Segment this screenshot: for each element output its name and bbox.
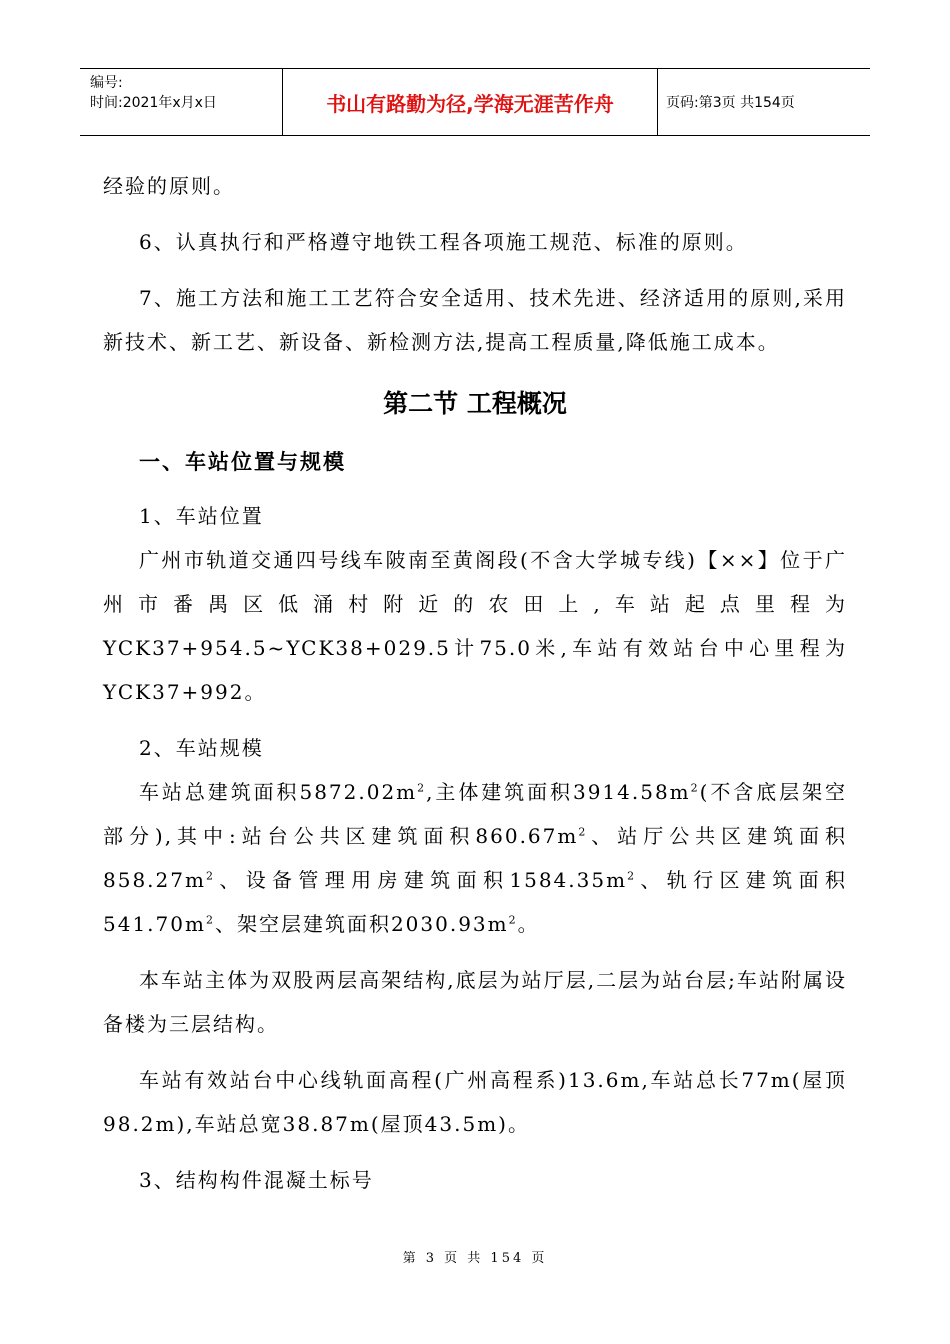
item-3-heading: 3、结构构件混凝土标号 <box>139 1168 374 1192</box>
subsection-title: 一、车站位置与规模 <box>139 450 346 474</box>
number-label: 编号: <box>90 75 123 91</box>
structure-paragraph: 本车站主体为双股两层高架结构,底层为站厅层,二层为站台层;车站附属设备楼为三层结构。 <box>103 968 847 1036</box>
principle-6: 6、认真执行和严格遵守地铁工程各项施工规范、标准的原则。 <box>139 230 748 254</box>
elevation-paragraph: 车站有效站台中心线轨面高程(广州高程系)13.6m,车站总长77m(屋顶98.2m),车站总宽38.87m(屋顶43.5m)。 <box>103 1068 847 1136</box>
time-label: 时间:2021年x月x日 <box>90 95 217 111</box>
scale-paragraph: 车站总建筑面积$5872.02m^2$,主体建筑面积$3914.58m^2$(不含底层架空部分),其中:站台公共区建筑面积$860.67m^2$、站厅公共区建筑面积$858.27m^2$、设备管理用房建筑面积$1584.35m^2$、轨行区建筑面积$541.70m^2$、架空层建筑面积$2030.93m^2$。 <box>103 780 848 936</box>
principle-7: 7、施工方法和施工工艺符合安全适用、技术先进、经济适用的原则,采用新技术、新工艺、新设备、新检测方法,提高工程质量,降低施工成本。 <box>103 286 847 354</box>
motto: 书山有路勤为径,学海无涯苦作舟 <box>283 69 658 135</box>
item-2-heading: 2、车站规模 <box>139 736 264 760</box>
page-footer: 第 3 页 共 154 页 <box>402 1251 548 1266</box>
page-info: 页码:第3页 共154页 <box>666 95 795 111</box>
item-1-heading: 1、车站位置 <box>139 504 264 528</box>
location-paragraph: 广州市轨道交通四号线车陂南至黄阁段(不含大学城专线)【××】位于广州市番禺区低涌村附近的农田上,车站起点里程为YCK37+954.5~YCK38+029.5计75.0米,车站有效站台中心里程为YCK37+992。 <box>103 548 847 704</box>
header-table <box>80 68 870 136</box>
section-title: 第二节 工程概况 <box>383 389 567 418</box>
header-meta-cell <box>80 69 283 135</box>
paragraph-continued: 经验的原则。 <box>103 174 235 198</box>
document-body <box>103 164 847 1202</box>
